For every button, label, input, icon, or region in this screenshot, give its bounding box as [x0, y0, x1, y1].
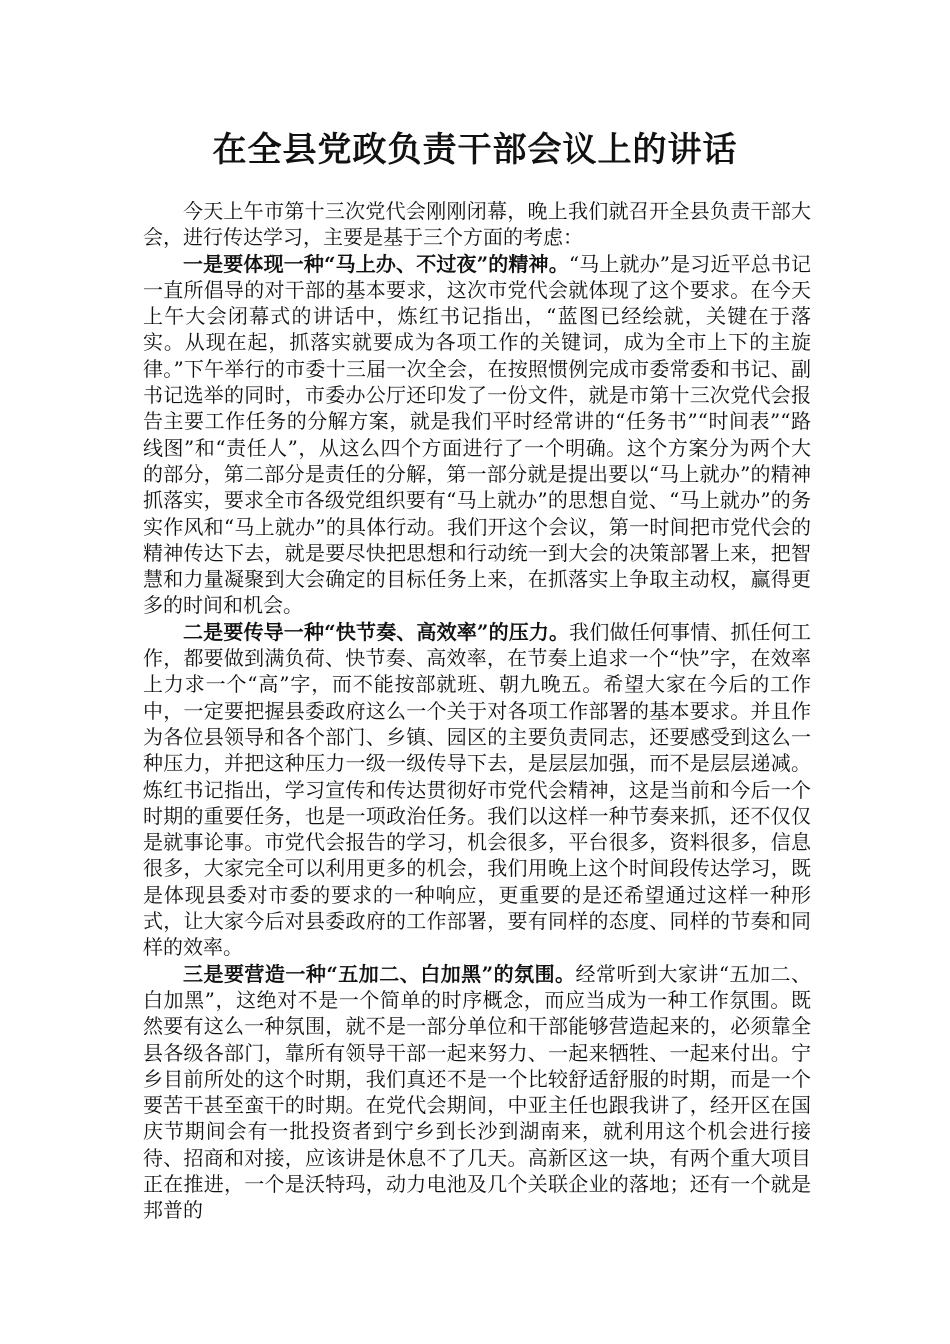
document-body: [143, 198, 811, 1224]
paragraph-lead: 二是要传导一种“快节奏、高效率”的压力。: [183, 619, 570, 644]
document-title: 在全县党政负责干部会议上的讲话: [212, 130, 738, 170]
paragraph-point-two: [143, 619, 811, 961]
paragraph-text: “马上就办”是习近平总书记一直所倡导的对干部的基本要求，这次市党代会就体现了这个要求。在今天上午大会闭幕式的讲话中，炼红书记指出，“蓝图已经绘就，关键在于落实。从现在起，抓落实就要成为各项工作的关键词，成为全市上下的主旋律。”下午举行的市委十三届一次全会，在按照惯例完成市委常委和书记、副书记选举的同时，市委办公厅还印发了一份文件，就是市第十三次党代会报告主要工作任务的分解方案，就是我们平时经常讲的“任务书”“时间表”“路线图”和“责任人”，从这么四个方面进行了一个明确。这个方案分为两个大的部分，第二部分是责任的分解，第一部分就是提出要以“马上就办”的精神抓落实，要求全市各级党组织要有“马上就办”的思想自觉、“马上就办”的务实作风和“马上就办”的具体行动。我们开这个会议，第一时间把市党代会的精神传达下去，就是要尽快把思想和行动统一到大会的决策部署上来，把智慧和力量凝聚到大会确定的目标任务上来，在抓落实上争取主动权，赢得更多的时间和机会。: [143, 251, 811, 618]
paragraph-text: 经常听到大家讲“五加二、白加黑”，这绝对不是一个简单的时序概念，而应当成为一种工作氛围。既然要有这么一种氛围，就不是一部分单位和干部能够营造起来的，必须靠全县各级各部门，靠所有领导干部一起来努力、一起来牺牲、一起来付出。宁乡目前所处的这个时期，我们真还不是一个比较舒适舒服的时期，而是一个要苦干甚至蛮干的时期。在党代会期间，中亚主任也跟我讲了，经开区在国庆节期间会有一批投资者到宁乡到长沙到湖南来，就利用这个机会进行接待、招商和对接，应该讲是休息不了几天。高新区这一块，有两个重大项目正在推进，一个是沃特玛，动力电池及几个关联企业的落地；还有一个就是邦普的: [143, 961, 811, 1223]
paragraph-point-three: [143, 961, 811, 1224]
paragraph-text: 今天上午市第十三次党代会刚刚闭幕，晚上我们就召开全县负责干部大会，进行传达学习，主要是基于三个方面的考虑：: [143, 199, 811, 250]
paragraph-lead: 一是要体现一种“马上办、不过夜”的精神。: [183, 251, 569, 276]
paragraph-point-one: [143, 251, 811, 619]
paragraph-text: 我们做任何事情、抓任何工作，都要做到满负荷、快节奏、高效率，在节奏上追求一个“快”字，在效率上力求一个“高”字，而不能按部就班、朝九晚五。希望大家在今后的工作中，一定要把握县委政府这么一个关于对各项工作部署的基本要求。并且作为各位县领导和各个部门、乡镇、园区的主要负责同志，还要感受到这么一种压力，并把这种压力一级一级传导下去，是层层加强，而不是层层递减。炼红书记指出，学习宣传和传达贯彻好市党代会精神，这是当前和今后一个时期的重要任务，也是一项政治任务。我们以这样一种节奏来抓，还不仅仅是就事论事。市党代会报告的学习，机会很多，平台很多，资料很多，信息很多，大家完全可以利用更多的机会，我们用晚上这个时间段传达学习，既是体现县委对市委的要求的一种响应，更重要的是还希望通过这样一种形式，让大家今后对县委政府的工作部署，要有同样的态度、同样的节奏和同样的效率。: [143, 619, 812, 960]
paragraph-intro: [143, 198, 811, 251]
paragraph-lead: 三是要营造一种“五加二、白加黑”的氛围。: [183, 961, 576, 986]
